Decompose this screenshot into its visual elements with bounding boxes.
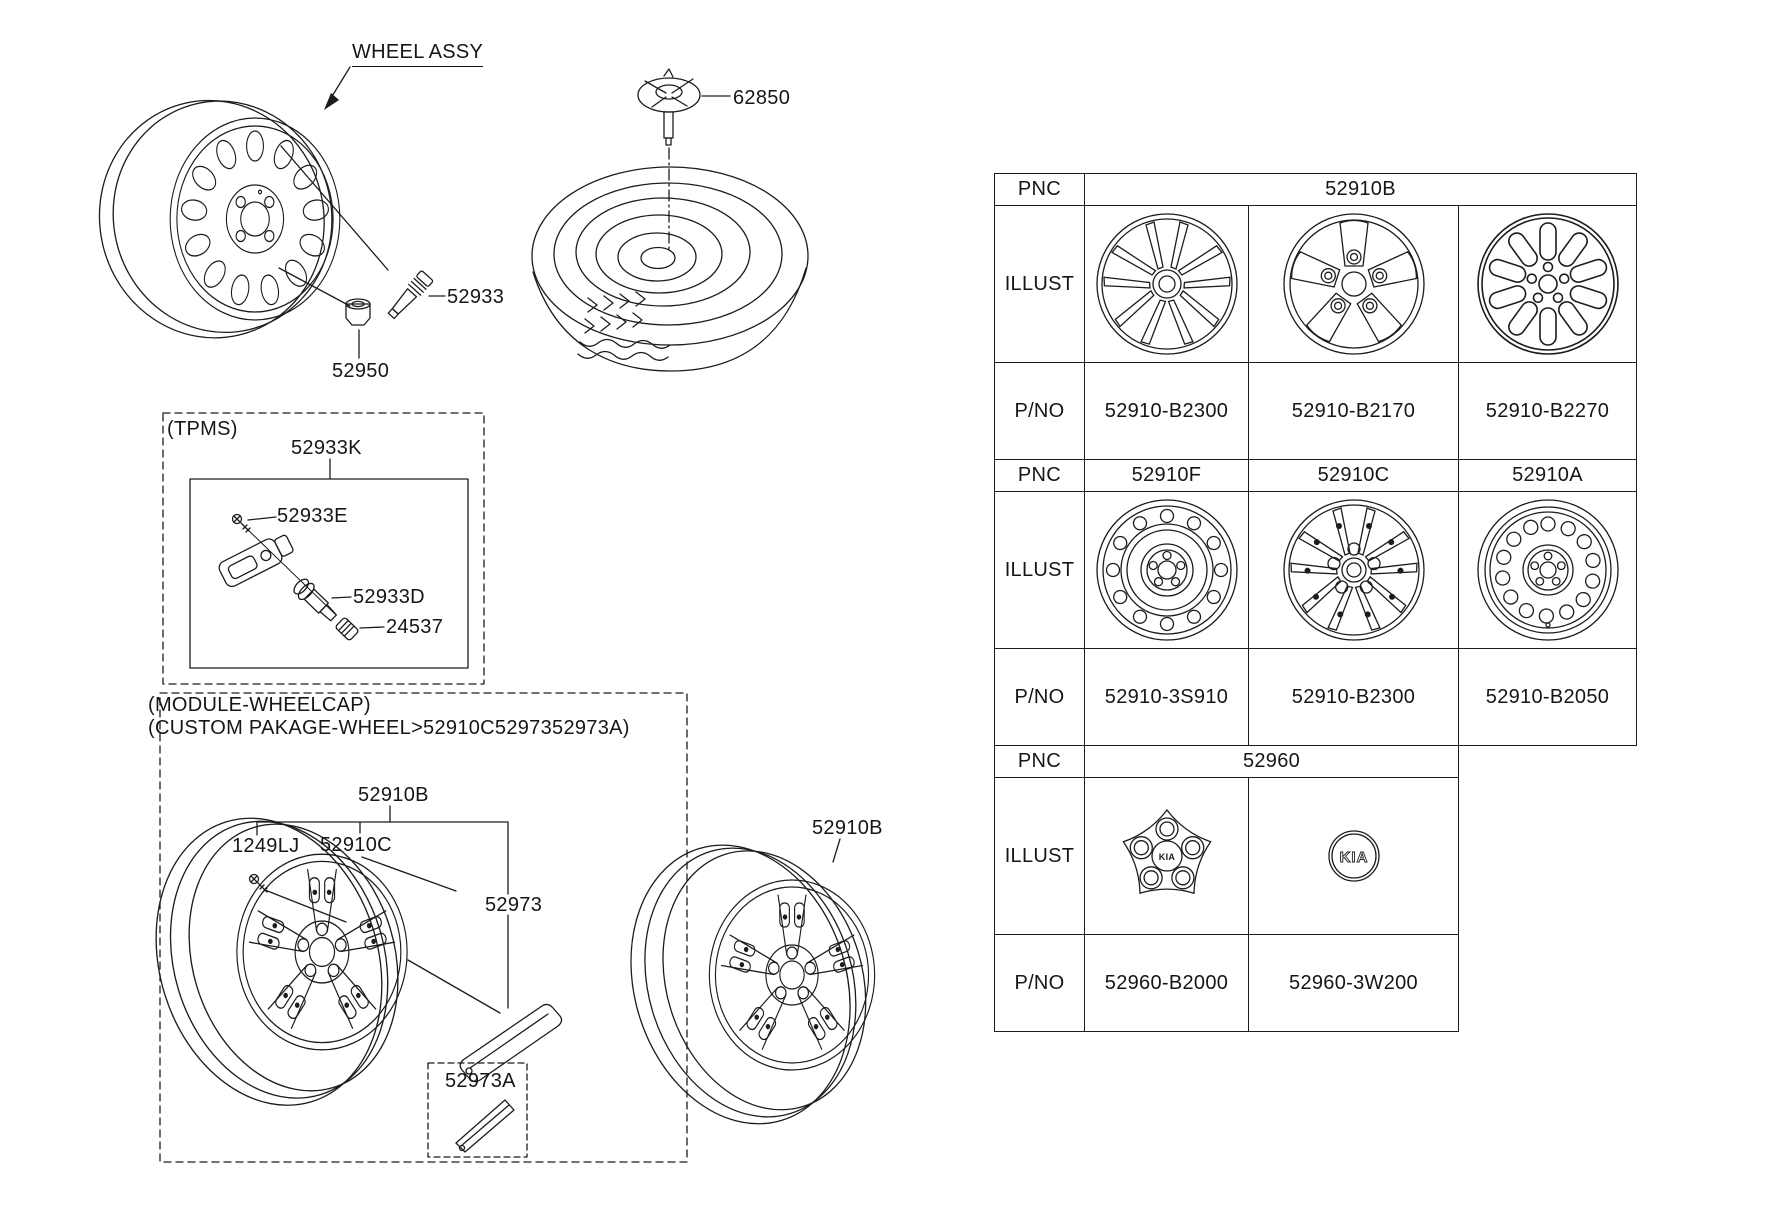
strip-sub-drawing <box>456 1100 514 1152</box>
label-52910B-module: 52910B <box>358 784 429 806</box>
pnc-value-52910A: 52910A <box>1459 460 1637 492</box>
illust-temporary-spare-steel-wheel <box>1459 492 1637 649</box>
label-52950: 52950 <box>332 360 390 382</box>
label-1249LJ: 1249LJ <box>232 835 300 857</box>
pno-value: 52910-B2170 <box>1249 363 1459 460</box>
row-header-pnc: PNC <box>995 746 1085 778</box>
valve-drawing <box>385 270 433 321</box>
tire-tread-marks <box>578 292 670 360</box>
label-62850: 62850 <box>733 87 791 109</box>
table-row-pnc-2 <box>995 460 1637 492</box>
pnc-value-52910C: 52910C <box>1249 460 1459 492</box>
label-52910C: 52910C <box>320 834 392 856</box>
label-24537: 24537 <box>386 616 444 638</box>
label-52933K: 52933K <box>291 437 362 459</box>
row-header-pno: P/NO <box>995 649 1085 746</box>
pnc-value-52910B: 52910B <box>1085 174 1637 206</box>
illust-steel-wheel <box>1085 492 1249 649</box>
illust-petal-spoke-alloy-wheel <box>1459 206 1637 363</box>
table-row-pno-2 <box>995 649 1637 746</box>
pnc-value-52960: 52960 <box>1085 746 1459 778</box>
module-box-title-line1: (MODULE-WHEELCAP) <box>148 694 371 716</box>
pnc-value-52910F: 52910F <box>1085 460 1249 492</box>
table-row-pno-1 <box>995 363 1637 460</box>
pno-value: 52910-B2050 <box>1459 649 1637 746</box>
label-52973A: 52973A <box>445 1070 516 1092</box>
steel-wheel-drawing <box>76 76 356 360</box>
spare-clamp-drawing <box>638 69 700 250</box>
table-row-illust-3 <box>995 778 1637 935</box>
illust-ten-spoke-alloy-wheel-with-bolts <box>1249 492 1459 649</box>
row-header-pno: P/NO <box>995 363 1085 460</box>
pno-value: 52910-B2300 <box>1249 649 1459 746</box>
strip-leader <box>408 960 500 1013</box>
wheel-assy-arrow <box>324 67 350 110</box>
tpms-sensor-drawing <box>217 515 384 641</box>
illust-five-spoke-alloy-wheel <box>1249 206 1459 363</box>
alloy-wheel-leader <box>833 839 840 862</box>
label-52910B-main: 52910B <box>812 817 883 839</box>
illust-ten-spoke-alloy-wheel <box>1085 206 1249 363</box>
row-header-illust: ILLUST <box>995 778 1085 935</box>
illust-wheel-center-cap <box>1085 778 1249 935</box>
label-52933E: 52933E <box>277 505 348 527</box>
parts-table <box>994 173 1637 1032</box>
spare-tire-drawing <box>532 167 808 371</box>
row-header-pno: P/NO <box>995 935 1085 1032</box>
row-header-illust: ILLUST <box>995 206 1085 363</box>
row-header-illust: ILLUST <box>995 492 1085 649</box>
label-52973: 52973 <box>485 894 543 916</box>
table-row-pnc-1 <box>995 174 1637 206</box>
module-box-title-line2: (CUSTOM PAKAGE-WHEEL>52910C5297352973A) <box>148 717 630 739</box>
pno-value: 52960-3W200 <box>1249 935 1459 1032</box>
pno-value: 52960-B2000 <box>1085 935 1249 1032</box>
empty-cell <box>1459 778 1637 935</box>
label-52933D: 52933D <box>353 586 425 608</box>
illust-kia-emblem-cap <box>1249 778 1459 935</box>
empty-cell <box>1459 746 1637 778</box>
pno-value: 52910-3S910 <box>1085 649 1249 746</box>
wheel-assy-label: WHEEL ASSY <box>352 42 483 67</box>
label-52933: 52933 <box>447 286 505 308</box>
alloy-wheel-drawing <box>598 813 899 1151</box>
valve-leader-line <box>281 146 388 270</box>
row-header-pnc: PNC <box>995 460 1085 492</box>
empty-cell <box>1459 935 1637 1032</box>
pno-value: 52910-B2270 <box>1459 363 1637 460</box>
table-row-pnc-3 <box>995 746 1637 778</box>
nut-leader-line <box>279 268 350 306</box>
table-row-illust-2 <box>995 492 1637 649</box>
table-row-illust-1 <box>995 206 1637 363</box>
row-header-pnc: PNC <box>995 174 1085 206</box>
tpms-box-title: (TPMS) <box>167 418 238 440</box>
table-row-pno-3 <box>995 935 1637 1032</box>
pno-value: 52910-B2300 <box>1085 363 1249 460</box>
nut-drawing <box>346 299 370 325</box>
